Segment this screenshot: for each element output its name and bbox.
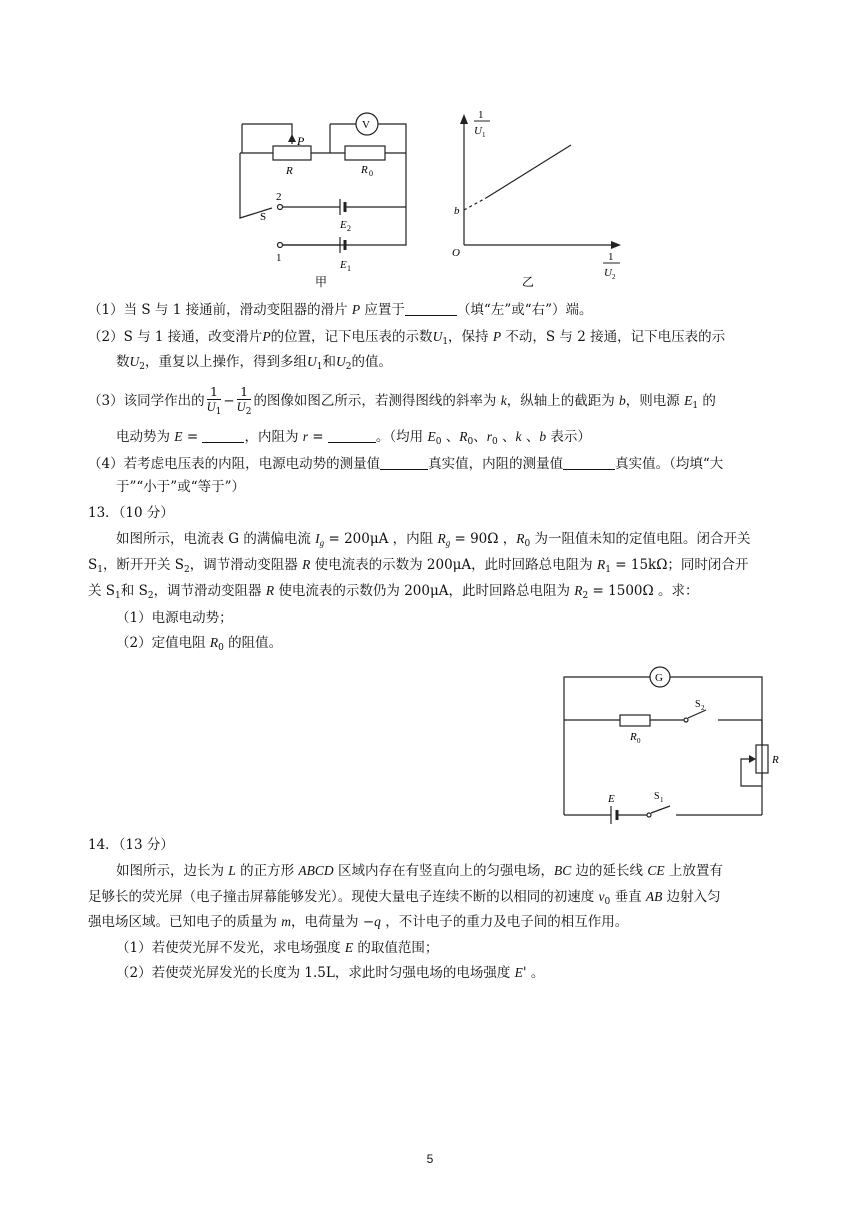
label-P: P — [297, 134, 305, 148]
circuit-figure-q13 — [556, 660, 786, 830]
voltmeter-label: V — [362, 119, 370, 131]
q14-sub1: （1）若使荧光屏不发光，求电场强度 E 的取值范围； — [116, 940, 439, 956]
q13-heading: 13．（10 分） — [88, 505, 174, 521]
label-R0-sub: 0 — [637, 737, 641, 745]
galvanometer-label: G — [655, 672, 663, 684]
circuit-figure-a — [230, 100, 420, 290]
page-number: 5 — [426, 1152, 434, 1166]
q14-line3: 强电场区域。已知电子的质量为 m，电荷量为 −q ，不计电子的重力及电子间的相互作用。 — [88, 914, 629, 930]
q12-part1: （1）当 S 与 1 接通前，滑动变阻器的滑片 P 应置于 （填“左”或“右”）端。 — [88, 302, 593, 318]
y-label-sub: 1 — [482, 131, 486, 139]
label-E2-sub: 2 — [347, 224, 351, 233]
q14-line1: 如图所示，边长为 L 的正方形 ABCD 区域内存在有竖直向上的匀强电场，BC 边的延长线 CE 上放置有 — [116, 863, 723, 879]
q13-line3: 关 $S_1$和 $S_2$，调节滑动变阻器 R 使电流表的示数仍为 200μA，此时回路总电阻为 $R_2 = 1500\Omega$ 。求： — [88, 583, 699, 601]
q12-part3-line2: 电动势为 E = ，内阻为 r = 。（均用 $E_0$ 、$R_0$、$r_0$ 、k 、b 表示） — [116, 429, 591, 447]
figure-b-caption: 乙 — [522, 275, 535, 289]
q12-part2-line1: （2）S 与 1 接通，改变滑片P的位置，记下电压表的示数$U_1$，保持 P 不动，S 与 2 接通，记下电压表的示 — [88, 329, 726, 347]
label-S2-sub: 2 — [701, 704, 705, 712]
x-label-num: 1 — [608, 251, 614, 263]
label-R: R — [286, 165, 293, 177]
graph-figure-b — [440, 100, 630, 290]
q13-sub2: （2）定值电阻 $R_0$ 的阻值。 — [116, 635, 283, 653]
q12-part4-line2: 于”“小于”或“等于”） — [116, 479, 246, 495]
q13-sub1: （1）电源电动势； — [116, 610, 233, 626]
label-S1-sub: 1 — [660, 796, 664, 804]
q14-line2: 足够长的荧光屏（电子撞击屏幕能够发光）。现使大量电子连续不断的以相同的初速度 $v_0$ 垂直 AB 边射入匀 — [88, 889, 721, 907]
figure-a-caption: 甲 — [315, 275, 328, 289]
y-label-num: 1 — [478, 109, 484, 121]
q12-part3-line1: （3）该同学作出的 $\frac{1}{U_1}$ − $\frac{1}{U_2}$ 的图像如图乙所示，若测得图线的斜率为 k，纵轴上的截距为 b，则电源 $E_1$ 的 — [88, 383, 716, 417]
x-label-den: U — [604, 267, 612, 279]
label-R0: R — [361, 164, 368, 176]
intercept-label: b — [454, 205, 460, 217]
q12-part2-line2: 数$U_2$，重复以上操作，得到多组$U_1$和$U_2$的值。 — [116, 354, 392, 372]
label-E1: E — [340, 259, 347, 271]
origin-label: O — [452, 247, 460, 259]
label-R: R — [772, 754, 779, 766]
q13-line1: 如图所示，电流表 G 的满偏电流 $I_g = 200\mu A$ ，内阻 $R_g = 90\Omega$ ，$R_0$ 为一阻值未知的定值电阻。闭合开关 — [116, 531, 751, 549]
label-R0: R — [630, 731, 637, 743]
label-E: E — [608, 793, 615, 805]
label-R0-sub: 0 — [369, 169, 373, 178]
q14-heading: 14．（13 分） — [88, 837, 174, 853]
label-S2: S — [695, 699, 701, 710]
label-S1: S — [654, 791, 660, 802]
x-label-sub: 2 — [612, 273, 616, 281]
q13-line2: $S_1$，断开开关 $S_2$，调节滑动变阻器 R 使电流表的示数为 200μA，此时回路总电阻为 $R_1 = 15k\Omega$；同时闭合开 — [88, 557, 749, 575]
y-label-den: U — [474, 125, 482, 137]
switch-label: S — [260, 211, 267, 223]
terminal-1-label: 1 — [276, 252, 282, 264]
label-E2: E — [340, 219, 347, 231]
q12-part4-line1: （4）若考虑电压表的内阻，电源电动势的测量值 真实值，内阻的测量值 真实值。（均填“大 — [88, 456, 724, 472]
label-E1-sub: 1 — [347, 264, 351, 273]
terminal-2-label: 2 — [276, 191, 282, 203]
q14-sub2: （2）若使荧光屏发光的长度为 1.5L，求此时匀强电场的电场强度 E' 。 — [116, 965, 545, 981]
